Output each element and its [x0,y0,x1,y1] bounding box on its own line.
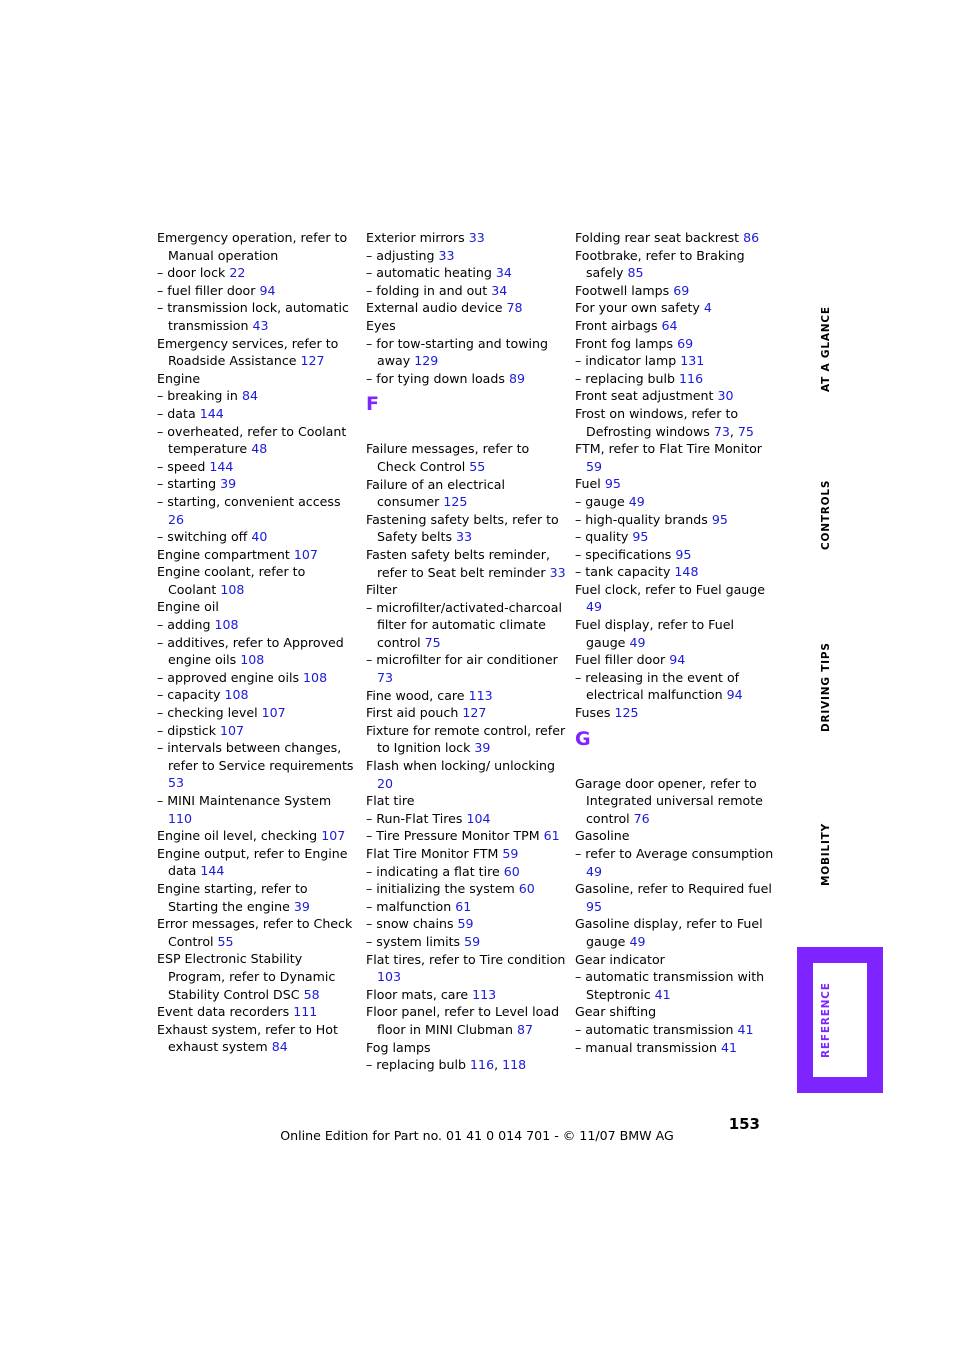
page-link[interactable]: 108 [224,687,249,703]
index-entry [157,264,357,282]
index-entry [575,827,775,845]
index-entry-text: Engine compartment [157,546,290,562]
index-entry [575,352,775,370]
index-entry-text: – capacity [157,687,221,703]
index-entry-text: – data [157,405,196,421]
index-entry [575,563,775,581]
page-link[interactable]: 95 [675,546,692,562]
index-entry [575,387,775,405]
index-entry-text: Gasoline, refer to Required fuel [575,881,772,897]
index-entry-text: Engine output, refer to Engine data [157,845,348,879]
index-entry [157,792,357,827]
page-link[interactable]: 69 [673,282,690,298]
index-entry-text: – automatic transmission with Steptronic [575,969,765,1002]
index-entry [157,335,357,370]
index-entry-text: Failure of an electrical consumer [366,476,505,510]
index-entry-text: – intervals between changes, refer to Service requirements [157,740,354,773]
index-entry [366,476,566,511]
page-link[interactable]: 34 [491,282,508,298]
page-link[interactable]: 94 [259,282,276,298]
index-entry-text: Footbrake, refer to Braking safely [575,247,745,281]
index-entry [575,546,775,564]
page-link[interactable]: 64 [661,317,678,333]
page-link[interactable]: 108 [220,581,245,597]
page-link[interactable]: 55 [469,458,486,474]
index-entry [366,511,566,546]
index-entry-text: Emergency operation, refer to Manual operation [157,230,348,263]
page-link[interactable]: 108 [214,617,239,633]
index-entry-text: – automatic heating [366,265,492,281]
index-entry [157,493,357,528]
index-entry-text: – folding in and out [366,282,488,298]
index-entry [366,1039,566,1057]
index-entry [157,405,357,423]
page-link[interactable]: 69 [677,335,694,351]
index-entry [157,722,357,740]
index-entry-text: – gauge [575,493,625,509]
index-entry [366,229,566,247]
page-link[interactable]: 60 [503,863,520,879]
index-entry [575,951,775,969]
index-entry [575,493,775,511]
index-entry [157,229,357,264]
page-link[interactable]: 59 [464,933,481,949]
index-entry-text: Fuses [575,705,611,721]
page-link[interactable]: 49 [586,863,603,879]
index-entry [575,370,775,388]
index-entry [575,669,775,704]
page-link[interactable]: 95 [604,476,621,492]
index-entry [157,1003,357,1021]
page-link[interactable]: 116 [470,1057,495,1073]
page-link[interactable]: 49 [586,599,603,615]
index-entry-text: – replacing bulb [575,370,676,386]
page-link[interactable]: 94 [669,652,686,668]
index-entry-text: – indicating a flat tire [366,863,500,879]
page-link[interactable]: 48 [251,441,268,457]
index-entry-text: – overheated, refer to Coolant temperature [157,423,347,457]
index-entry: Frost on windows, refer to Defrosting windows 73, 75 [575,405,754,439]
page-link[interactable]: 125 [443,494,468,510]
index-entry [366,757,566,792]
index-entry-text: Front airbags [575,317,658,333]
index-entry-text: – checking level [157,705,258,721]
index-entry-text: Front fog lamps [575,335,674,351]
index-entry-text: – specifications [575,546,672,562]
page-link[interactable]: 43 [252,317,269,333]
page-link[interactable]: 33 [468,230,485,245]
page-link[interactable]: 75 [737,423,754,439]
page-link[interactable]: 144 [200,863,225,879]
index-entry [157,546,357,564]
footer-text: Online Edition for Part no. 01 41 0 014 701 - © 11/07 BMW AG [280,1128,674,1143]
index-entry [575,651,775,669]
page-link[interactable]: 41 [720,1039,737,1055]
page-link[interactable]: 76 [633,810,650,826]
page-link[interactable]: 41 [654,986,671,1002]
tab-driving-tips[interactable]: DRIVING TIPS [820,642,832,732]
page-link[interactable]: 111 [293,1004,318,1020]
index-entry-text: Filter [366,582,398,598]
index-entry [157,563,357,598]
index-entry-text: Fine wood, care [366,687,465,703]
index-entry [575,317,775,335]
index-entry-text: – snow chains [366,916,454,932]
index-entry-text: Front seat adjustment [575,388,714,404]
index-entry-text: Floor mats, care [366,986,469,1002]
index-entry [366,915,566,933]
page-link[interactable]: 33 [438,247,455,263]
index-entry [157,827,357,845]
index-entry-text: – malfunction [366,898,452,914]
page-link[interactable]: 26 [168,511,185,527]
index-entry-text: – replacing bulb [366,1057,467,1073]
index-entry [575,616,775,651]
index-entry [575,1039,775,1057]
index-entry-text: – MINI Maintenance System [157,793,332,808]
index-entry-text: – indicator lamp [575,353,677,369]
index-entry [366,704,566,722]
index-entry-text: Flat tires, refer to Tire condition [366,951,566,967]
index-entry-text: Garage door opener, refer to Integrated universal remote control [575,775,763,826]
index-entry: – replacing bulb 116, 118 [366,1057,527,1073]
index-entry [366,440,566,475]
index-entry [157,845,357,880]
page-link[interactable]: 118 [502,1057,527,1073]
index-entry-text: Flash when locking/ unlocking [366,758,556,774]
index-entry-text: Event data recorders [157,1004,290,1020]
index-entry-text: Fuel [575,476,601,492]
index-entry [366,951,566,986]
index-entry [366,581,566,599]
index-entry [575,335,775,353]
index-entry-text: FTM, refer to Flat Tire Monitor [575,441,762,457]
index-entry [157,282,357,300]
index-entry-text: Gasoline [575,828,630,844]
page-link[interactable]: 60 [518,881,535,897]
index-entry [157,299,357,334]
index-entry [157,669,357,687]
index-entry-text: Gear shifting [575,1004,657,1020]
index-entry-text: – system limits [366,933,461,949]
page-link[interactable]: 53 [168,775,185,791]
index-entry-text: Frost on windows, refer to Defrosting windows [575,405,739,439]
page-link[interactable]: 107 [261,705,286,721]
index-column-2 [366,229,566,1074]
index-entry [575,704,775,722]
index-entry-text: Engine [157,370,201,386]
page-link[interactable]: 73 [377,670,394,686]
index-entry [366,810,566,828]
page-link[interactable]: 49 [629,634,646,650]
index-entry-text: Engine starting, refer to Starting the engine [157,880,308,914]
page-link[interactable]: 61 [543,828,560,844]
index-entry-text: Flat Tire Monitor FTM [366,846,499,861]
index-entry-text: – breaking in [157,388,238,404]
index-entry-text: – switching off [157,529,248,545]
page-link[interactable]: 127 [462,705,487,721]
index-entry-text: External audio device [366,300,503,316]
index-entry-text: – adjusting [366,247,435,263]
index-entry-text: Eyes [366,317,396,333]
page-link[interactable]: 113 [468,687,493,703]
page-link[interactable]: 104 [466,810,491,826]
index-entry-text: – additives, refer to Approved engine oils [157,634,344,668]
index-entry-text: Engine oil level, checking [157,828,318,844]
index-entry [366,827,566,845]
index-entry [366,898,566,916]
index-entry [157,598,357,616]
index-entry-text: Flat tire [366,793,415,809]
tab-reference-active[interactable] [797,947,883,1093]
index-entry [157,950,357,1003]
index-entry [366,599,566,652]
index-entry [575,775,775,828]
index-entry-text: First aid pouch [366,705,459,721]
index-entry-text: Fuel clock, refer to Fuel gauge [575,581,766,597]
page-link[interactable]: 95 [632,529,649,545]
index-entry [366,546,566,581]
page-link[interactable]: 131 [680,353,705,369]
page-link[interactable]: 108 [240,652,265,668]
page-link[interactable]: 33 [456,529,473,545]
index-entry-text: – microfilter for air conditioner [366,652,558,668]
tab-mobility[interactable]: MOBILITY [820,822,832,886]
index-entry-text: – starting, convenient access [157,493,341,509]
index-entry-text: – dipstick [157,722,217,738]
page-link[interactable]: 84 [241,388,258,404]
index-column-3 [575,229,775,1056]
index-entry-text: Failure messages, refer to Check Control [366,441,530,474]
index-entry [157,704,357,722]
page-link[interactable]: 41 [737,1021,754,1037]
page-link[interactable]: 34 [495,265,512,281]
page-link[interactable]: 129 [414,353,439,369]
index-entry-text: – microfilter/activated-charcoal filter for automatic climate control [366,599,562,650]
page-link[interactable]: 95 [711,511,728,527]
index-entry [366,845,566,863]
page-link[interactable]: 94 [726,687,743,703]
page-link[interactable]: 95 [586,898,603,914]
index-entry [157,634,357,669]
index-entry [157,739,357,792]
index-entry [366,247,566,265]
page-link[interactable]: 144 [209,458,234,474]
index-entry [575,475,775,493]
index-entry-text: Gasoline display, refer to Fuel gauge [575,916,763,949]
index-entry [366,317,566,335]
page-link[interactable]: 20 [377,775,394,791]
page-link[interactable]: 103 [377,969,402,985]
index-entry-text: – fuel filler door [157,282,256,298]
index-entry [575,581,775,616]
index-entry-text: Fasten safety belts reminder, refer to Seat belt reminder [366,546,550,580]
tab-controls[interactable]: CONTROLS [820,479,832,551]
index-entry [157,387,357,405]
index-entry [575,299,775,317]
index-entry-text: – speed [157,458,206,474]
index-entry [575,1003,775,1021]
index-entry [157,528,357,546]
index-entry [366,933,566,951]
index-entry-text: – starting [157,476,217,492]
index-entry [575,528,775,546]
tab-reference-label: REFERENCE [820,982,832,1058]
page-link[interactable]: 49 [629,933,646,949]
index-entry-text: Engine coolant, refer to Coolant [157,564,306,597]
tab-at-a-glance[interactable]: AT A GLANCE [820,306,832,392]
index-entry [575,247,775,282]
index-entry [575,282,775,300]
index-entry-text: – initializing the system [366,881,515,897]
page-link[interactable]: 127 [300,353,325,369]
index-entry [575,915,775,950]
page-link[interactable]: 39 [474,740,491,756]
index-entry-text: – Run-Flat Tires [366,810,463,826]
index-entry-text: Folding rear seat backrest [575,230,740,245]
index-entry [366,986,566,1004]
page-link[interactable]: 85 [627,265,644,281]
page-link[interactable]: 40 [251,529,268,545]
section-letter-heading: G [575,727,591,750]
page-link[interactable]: 116 [679,370,704,386]
page-link[interactable]: 87 [516,1021,534,1037]
index-entry-text: Fuel display, refer to Fuel gauge [575,617,734,650]
page-link[interactable]: 144 [199,405,224,421]
index-entry-text: – Tire Pressure Monitor TPM [366,828,540,844]
index-entry [575,440,775,475]
index-entry [366,792,566,810]
index-entry [366,687,566,705]
page-link[interactable]: 107 [321,828,346,844]
page-link[interactable]: 75 [424,634,441,650]
index-entry [575,880,775,915]
index-entry [157,915,357,950]
page-link[interactable]: 78 [506,300,523,316]
index-entry-text: – refer to Average consumption [575,846,774,861]
index-entry-text: – for tow-starting and towing away [366,335,549,369]
index-entry [366,282,566,300]
section-letter-heading: F [366,393,379,416]
page-link[interactable]: 59 [502,846,519,861]
page-number: 153 [728,1115,760,1133]
page-link[interactable]: 107 [293,546,318,562]
index-entry [157,475,357,493]
index-entry-text: – automatic transmission [575,1021,734,1037]
index-column-1 [157,229,357,1056]
index-entry-text: Engine oil [157,599,219,615]
index-entry-text: – releasing in the event of electrical malfunction [575,669,740,703]
index-entry [157,423,357,458]
index-entry-text: Footwell lamps [575,282,670,298]
index-entry-text: Fastening safety belts, refer to Safety belts [366,511,559,545]
index-entry-text: Fixture for remote control, refer to Ignition lock [366,722,566,756]
page-link[interactable]: 58 [303,986,320,1002]
index-entry-text: Gear indicator [575,951,665,967]
index-entry [575,511,775,529]
page-link[interactable]: 125 [614,705,639,721]
index-entry-text: Fog lamps [366,1039,431,1055]
page-link[interactable]: 84 [271,1039,288,1055]
page-link[interactable]: 86 [743,230,760,245]
index-entry [575,968,775,1003]
page-link[interactable]: 59 [586,458,603,474]
index-entry [366,1003,566,1038]
page-link[interactable]: 49 [628,493,645,509]
page-link[interactable]: 39 [220,476,237,492]
index-entry [366,264,566,282]
page-link[interactable]: 73 [713,423,730,439]
page-link[interactable]: 59 [457,916,474,932]
index-entry-text: Error messages, refer to Check Control [157,916,353,949]
page-link[interactable]: 39 [293,898,310,914]
index-entry-text: – adding [157,617,211,633]
index-entry [366,651,566,686]
index-entry-text: ESP Electronic Stability Program, refer to Dynamic Stability Control DSC [157,951,336,1002]
index-entry [366,299,566,317]
index-entry-text: – high-quality brands [575,511,708,527]
index-entry [157,458,357,476]
index-entry-text: Fuel filler door [575,652,666,668]
page-link[interactable]: 110 [168,810,193,826]
index-entry-text: Emergency services, refer to Roadside Assistance [157,335,339,369]
index-entry [366,722,566,757]
index-entry [157,616,357,634]
index-entry-text: – door lock [157,265,226,281]
page-link[interactable]: 33 [549,564,566,580]
page-link[interactable]: 4 [703,300,712,316]
index-entry [366,880,566,898]
index-entry-text: – approved engine oils [157,669,300,685]
page-link[interactable]: 55 [217,933,234,949]
index-entry [157,370,357,388]
page-link[interactable]: 107 [220,722,245,738]
index-entry [575,845,775,880]
page-link[interactable]: 108 [303,669,328,685]
index-entry-text: – manual transmission [575,1039,717,1055]
index-entry-text: Exhaust system, refer to Hot exhaust system [157,1021,338,1055]
index-entry [366,370,566,388]
index-entry [157,686,357,704]
index-entry-text: – for tying down loads [366,370,505,386]
index-entry-text: Exterior mirrors [366,230,465,245]
page-link[interactable]: 61 [455,898,472,914]
page-link[interactable]: 22 [229,265,246,281]
index-entry-text: – quality [575,529,629,545]
index-entry [575,229,775,247]
page-link[interactable]: 113 [472,986,497,1002]
index-entry [157,1021,357,1056]
index-entry [366,335,566,370]
index-entry [366,863,566,881]
index-entry-text: For your own safety [575,300,700,316]
index-entry [575,1021,775,1039]
page-link[interactable]: 148 [674,564,699,580]
page-link[interactable]: 30 [717,388,734,404]
index-entry-text: Floor panel, refer to Level load floor in MINI Clubman [366,1004,560,1037]
index-entry-text: – tank capacity [575,564,671,580]
index-entry [157,880,357,915]
page-link[interactable]: 89 [508,370,525,386]
index-entry-text: – transmission lock, automatic transmission [157,300,349,333]
